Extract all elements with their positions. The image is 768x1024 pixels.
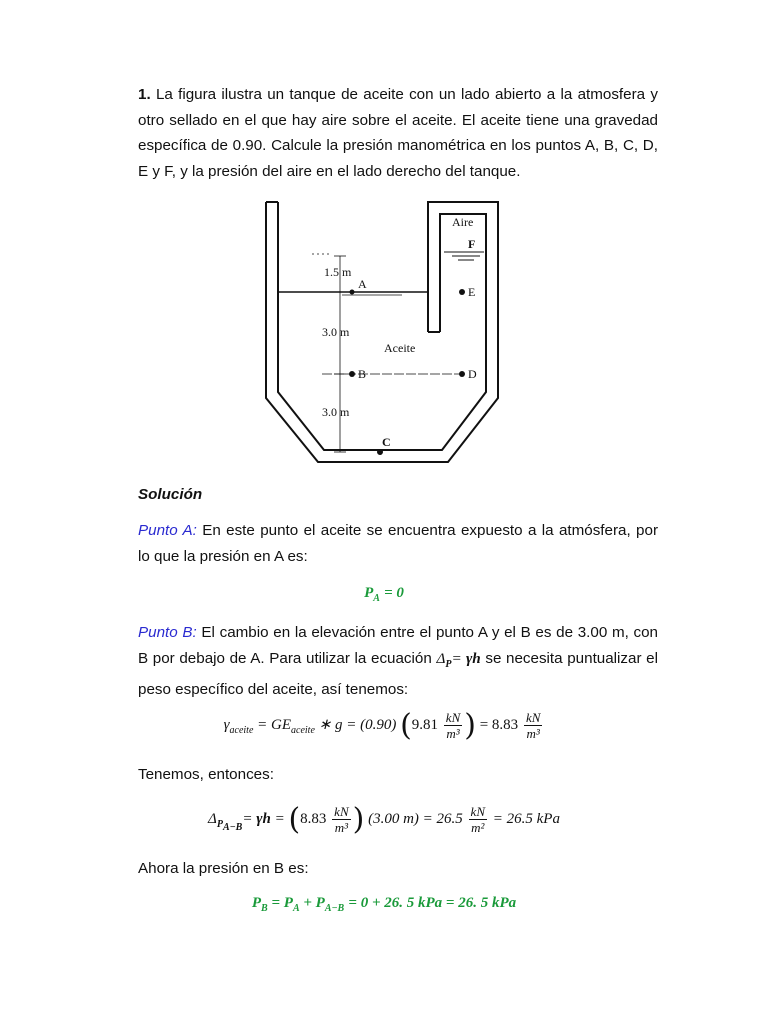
punto-b-text-2: se necesita puntualizar el peso específico del aceite, así tenemos: — [138, 649, 658, 699]
punto-a-label: Punto A: — [138, 522, 197, 539]
gamma-eq-mid: ∗ g = (0.90) — [318, 716, 397, 733]
delta-eq-2: (3.00 m) = 26.5 — [368, 810, 463, 827]
pb-equation: $P_B = P_A + P_{A-B} = 0 + 26$. 5 kPa = 26. 5 kPa — [251, 895, 517, 914]
label-3-0-bottom: 3.0 m — [322, 405, 350, 419]
point-a-dot — [350, 290, 355, 295]
label-3-0-top: 3.0 m — [322, 325, 350, 339]
problem-statement — [138, 82, 658, 184]
label-aire: Aire — [452, 215, 474, 229]
gamma-eq-left: = GE — [257, 716, 292, 733]
punto-b-text-1: El cambio en la elevación entre el punto A y el B es de 3.00 m, con B por debajo de A. Para utilizar la ecuación — [138, 624, 658, 667]
problem-number: 1. — [138, 86, 151, 103]
gamma-unit-2: $\frac{kN}{\text{m³}}$ — [525, 710, 541, 741]
label-c: C — [382, 435, 391, 449]
ahora-text: Ahora la presión en B es: — [138, 860, 309, 877]
label-d: D — [468, 367, 477, 381]
gamma-val1: 9.81 — [411, 716, 439, 733]
punto-a-paragraph — [138, 518, 658, 569]
point-c-dot — [377, 449, 383, 455]
delta-unit-1: $\frac{kN}{\text{m³}}$ — [334, 804, 349, 835]
gamma-unit-1: $\frac{kN}{\text{m³}}$ — [445, 710, 461, 741]
delta-unit-2: $\frac{kN}{\text{m²}}$ — [470, 804, 485, 835]
delta-p-formula: $\Delta_P= \gamma h$ — [436, 649, 481, 670]
delta-eq-3: = 26.5 kPa — [492, 810, 560, 827]
solution-heading: Solución — [138, 486, 203, 503]
tank-diagram — [262, 196, 512, 468]
point-b-dot — [349, 371, 355, 377]
label-e: E — [468, 285, 476, 299]
pa-equation — [0, 584, 768, 604]
pb-result: = 0 + 26. 5 kPa = 26. 5 kPa — [348, 895, 517, 911]
tank-inner-wall — [278, 202, 486, 450]
pa-symbol: $P_A$ — [364, 585, 380, 604]
point-e-dot — [459, 289, 465, 295]
punto-b-paragraph — [138, 620, 658, 703]
point-d-dot — [459, 371, 465, 377]
label-f: F — [468, 237, 476, 251]
pa-result: = 0 — [384, 585, 404, 601]
delta-eq-1: 8.83 — [300, 810, 327, 827]
label-b: B — [358, 367, 367, 381]
delta-equation: $\Delta_{P_{A-B}}= \gamma h = (8.83$ $\frac{kN}{\text{m³}}$ ) (3.00 m) = 26.5 $\frac{kN}{\text{m²}}$ = 26.5 kPa — [208, 802, 560, 837]
label-a: A — [358, 277, 367, 291]
gamma-eq-right: = 8.83 — [479, 716, 519, 733]
label-aceite: Aceite — [384, 341, 416, 355]
problem-text: La figura ilustra un tanque de aceite con un lado abierto a la atmosfera y otro sellado en el que hay aire sobre el aceite. El aceite tiene una gravedad específica de 0.90. Calcule la presión manométrica en los puntos A, B, C, D, E y F, y la presión del aire en el lado derecho del tanque. — [138, 86, 658, 180]
label-1-5: 1.5 m — [324, 265, 352, 279]
tenemos-text: Tenemos, entonces: — [138, 766, 274, 783]
punto-a-text: En este punto el aceite se encuentra expuesto a la atmósfera, por lo que la presión en A es: — [138, 522, 658, 565]
punto-b-label: Punto B: — [138, 624, 197, 641]
gamma-equation: $\gamma_{aceite} = GE_{aceite}$ ∗ g = (0.90) (9.81 $\frac{kN}{\text{m³}}$ ) = 8.83 $\frac{kN}{\text{m³}}$ — [223, 708, 541, 743]
